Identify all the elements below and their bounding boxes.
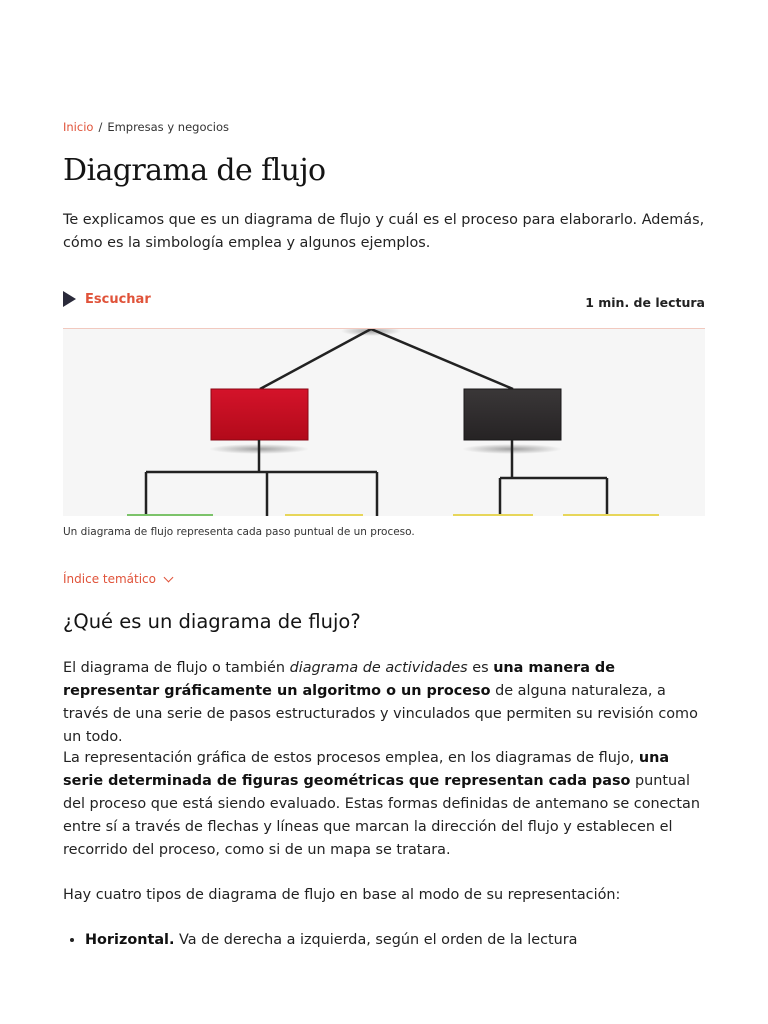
p2-text-1: La representación gráfica de estos procesos emplea, en los diagramas de flujo, <box>63 750 639 766</box>
flowchart-dark-box <box>464 389 561 440</box>
p2-text-2: puntual del proceso que está siendo evaluado. Estas formas definidas de antemano se conectan entre sí a través de flechas y líneas que marcan la dirección del flujo y establecen el recorrido del proceso, como si de un mapa se tratara. <box>63 773 700 858</box>
p1-bold: una manera de representar gráficamente un algoritmo o un proceso <box>63 660 615 699</box>
p1-emphasis: diagrama de actividades <box>289 660 468 676</box>
section-heading: ¿Qué es un diagrama de flujo? <box>63 610 361 633</box>
page-title: Diagrama de flujo <box>63 153 326 188</box>
p2-bold: una serie determinada de figuras geométricas que representan cada paso <box>63 750 670 789</box>
toc-label: Índice temático <box>63 572 156 586</box>
breadcrumb <box>63 120 229 134</box>
list-item <box>85 929 578 952</box>
paragraph-1 <box>63 657 705 749</box>
list-item-text: Va de derecha a izquierda, según el orden de la lectura <box>174 932 578 948</box>
p1-text-3: de alguna naturaleza, a través de una serie de pasos estructurados y vinculados que permiten su revisión como un todo. <box>63 683 698 745</box>
paragraph-2 <box>63 747 705 862</box>
breadcrumb-separator: / <box>98 120 103 134</box>
breadcrumb-current: Empresas y negocios <box>107 120 230 134</box>
listen-label: Escuchar <box>85 291 151 307</box>
flowchart-red-box <box>211 389 308 440</box>
types-list <box>63 929 578 952</box>
breadcrumb-home-link[interactable]: Inicio <box>63 120 94 134</box>
listen-button[interactable] <box>63 291 151 307</box>
paragraph-3: Hay cuatro tipos de diagrama de flujo en base al modo de su representación: <box>63 887 621 903</box>
image-caption: Un diagrama de flujo representa cada paso puntual de un proceso. <box>63 526 415 538</box>
read-time: 1 min. de lectura <box>585 295 705 310</box>
flowchart-illustration <box>63 329 705 516</box>
toc-toggle[interactable] <box>63 572 172 586</box>
list-item-term: Horizontal. <box>85 932 175 948</box>
chevron-down-icon <box>164 572 174 582</box>
play-icon <box>63 291 76 307</box>
article-lead: Te explicamos que es un diagrama de flujo y cuál es el proceso para elaborarlo. Además, cómo es la simbología emplea y algunos ejemplos. <box>63 212 705 251</box>
hero-image <box>63 328 705 516</box>
p1-text-2: es <box>467 660 494 676</box>
p1-text-1: El diagrama de flujo o también <box>63 660 290 676</box>
